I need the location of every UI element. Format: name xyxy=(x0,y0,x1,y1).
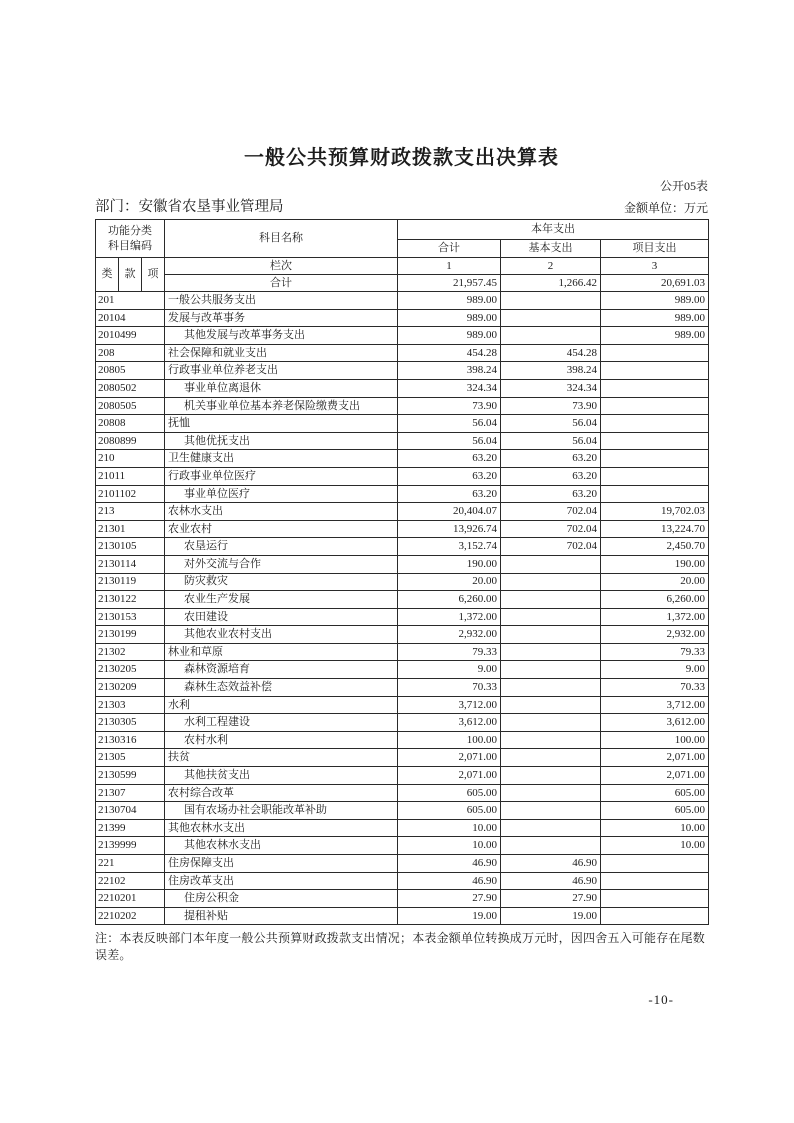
row-code: 21307 xyxy=(96,784,165,802)
row-basic-value: 702.04 xyxy=(501,503,601,521)
row-total-value: 605.00 xyxy=(398,784,501,802)
table-row xyxy=(96,450,709,468)
row-subject-name: 其他优抚支出 xyxy=(165,432,398,450)
row-subject-name: 其他扶贫支出 xyxy=(165,767,398,785)
row-code: 2130114 xyxy=(96,555,165,573)
table-row xyxy=(96,767,709,785)
table-row xyxy=(96,731,709,749)
row-total-value: 20,404.07 xyxy=(398,503,501,521)
row-basic-value xyxy=(501,819,601,837)
row-basic-value: 27.90 xyxy=(501,890,601,908)
row-project-value xyxy=(601,362,709,380)
table-row xyxy=(96,467,709,485)
row-code: 2139999 xyxy=(96,837,165,855)
row-total-value: 605.00 xyxy=(398,802,501,820)
row-total-value: 63.20 xyxy=(398,467,501,485)
row-project-value: 3,612.00 xyxy=(601,714,709,732)
row-basic-value: 454.28 xyxy=(501,344,601,362)
header-code-kuan: 款 xyxy=(119,258,142,292)
row-code: 2130209 xyxy=(96,679,165,697)
header-code-lei: 类 xyxy=(96,258,119,292)
row-code: 210 xyxy=(96,450,165,468)
row-subject-name: 对外交流与合作 xyxy=(165,555,398,573)
row-basic-value xyxy=(501,573,601,591)
row-project-value xyxy=(601,379,709,397)
row-code: 20808 xyxy=(96,415,165,433)
row-basic-value: 46.90 xyxy=(501,855,601,873)
table-row xyxy=(96,309,709,327)
header-col-project: 项目支出 xyxy=(601,240,709,258)
grand-total-sum: 21,957.45 xyxy=(398,275,501,292)
row-project-value xyxy=(601,467,709,485)
row-basic-value: 63.20 xyxy=(501,485,601,503)
row-code: 2210202 xyxy=(96,907,165,925)
row-subject-name: 事业单位医疗 xyxy=(165,485,398,503)
row-total-value: 324.34 xyxy=(398,379,501,397)
row-subject-name: 农林水支出 xyxy=(165,503,398,521)
row-project-value xyxy=(601,890,709,908)
row-project-value xyxy=(601,485,709,503)
row-project-value: 20.00 xyxy=(601,573,709,591)
row-total-value: 100.00 xyxy=(398,731,501,749)
grand-total-project: 20,691.03 xyxy=(601,275,709,292)
row-code: 2080899 xyxy=(96,432,165,450)
row-basic-value: 63.20 xyxy=(501,467,601,485)
row-project-value: 79.33 xyxy=(601,643,709,661)
table-row xyxy=(96,696,709,714)
row-basic-value: 702.04 xyxy=(501,538,601,556)
row-project-value: 13,224.70 xyxy=(601,520,709,538)
header-code-xiang: 项 xyxy=(142,258,165,292)
table-row xyxy=(96,608,709,626)
row-project-value: 190.00 xyxy=(601,555,709,573)
row-code: 21302 xyxy=(96,643,165,661)
row-subject-name: 其他农业农村支出 xyxy=(165,626,398,644)
header-col-total: 合计 xyxy=(398,240,501,258)
row-total-value: 13,926.74 xyxy=(398,520,501,538)
row-subject-name: 其他农林水支出 xyxy=(165,837,398,855)
row-basic-value: 324.34 xyxy=(501,379,601,397)
row-code: 2130199 xyxy=(96,626,165,644)
row-total-value: 27.90 xyxy=(398,890,501,908)
row-code: 21301 xyxy=(96,520,165,538)
meta-row xyxy=(95,195,708,216)
row-code: 2130316 xyxy=(96,731,165,749)
row-code: 213 xyxy=(96,503,165,521)
row-code: 208 xyxy=(96,344,165,362)
rank-col-2: 2 xyxy=(501,258,601,275)
row-total-value: 46.90 xyxy=(398,855,501,873)
row-basic-value xyxy=(501,731,601,749)
row-basic-value xyxy=(501,802,601,820)
row-project-value: 10.00 xyxy=(601,837,709,855)
row-subject-name: 提租补贴 xyxy=(165,907,398,925)
row-subject-name: 防灾救灾 xyxy=(165,573,398,591)
table-row xyxy=(96,432,709,450)
row-total-value: 2,932.00 xyxy=(398,626,501,644)
row-total-value: 56.04 xyxy=(398,415,501,433)
header-year-expense: 本年支出 xyxy=(398,220,709,240)
row-subject-name: 其他农林水支出 xyxy=(165,819,398,837)
row-code: 2130704 xyxy=(96,802,165,820)
row-total-value: 454.28 xyxy=(398,344,501,362)
row-basic-value xyxy=(501,679,601,697)
row-total-value: 73.90 xyxy=(398,397,501,415)
row-code: 2130119 xyxy=(96,573,165,591)
department-label: 部门：安徽省农垦事业管理局 xyxy=(95,199,284,215)
row-total-value: 19.00 xyxy=(398,907,501,925)
row-project-value: 989.00 xyxy=(601,292,709,310)
row-basic-value xyxy=(501,608,601,626)
row-project-value: 6,260.00 xyxy=(601,591,709,609)
table-row xyxy=(96,643,709,661)
row-code: 2130153 xyxy=(96,608,165,626)
row-project-value: 10.00 xyxy=(601,819,709,837)
row-basic-value xyxy=(501,591,601,609)
row-basic-value: 56.04 xyxy=(501,415,601,433)
header-function-code-line2: 科目编码 xyxy=(108,239,152,252)
row-total-value: 70.33 xyxy=(398,679,501,697)
table-row xyxy=(96,591,709,609)
table-row xyxy=(96,538,709,556)
row-total-value: 398.24 xyxy=(398,362,501,380)
table-row xyxy=(96,344,709,362)
row-basic-value xyxy=(501,767,601,785)
row-basic-value xyxy=(501,292,601,310)
table-row xyxy=(96,573,709,591)
row-total-value: 20.00 xyxy=(398,573,501,591)
row-total-value: 989.00 xyxy=(398,292,501,310)
row-subject-name: 水利 xyxy=(165,696,398,714)
row-code: 221 xyxy=(96,855,165,873)
row-subject-name: 住房公积金 xyxy=(165,890,398,908)
row-total-value: 10.00 xyxy=(398,837,501,855)
footnote: 注：本表反映部门本年度一般公共预算财政拨款支出情况；本表金额单位转换成万元时，因四舍五入可能存在尾数误差。 xyxy=(95,931,706,963)
row-subject-name: 社会保障和就业支出 xyxy=(165,344,398,362)
row-basic-value: 19.00 xyxy=(501,907,601,925)
expenditure-table xyxy=(95,219,709,925)
row-code: 201 xyxy=(96,292,165,310)
row-basic-value xyxy=(501,784,601,802)
row-code: 22102 xyxy=(96,872,165,890)
row-basic-value: 63.20 xyxy=(501,450,601,468)
row-subject-name: 森林资源培育 xyxy=(165,661,398,679)
row-project-value: 989.00 xyxy=(601,327,709,345)
row-subject-name: 农业农村 xyxy=(165,520,398,538)
row-total-value: 56.04 xyxy=(398,432,501,450)
row-project-value xyxy=(601,432,709,450)
row-total-value: 2,071.00 xyxy=(398,767,501,785)
row-subject-name: 一般公共服务支出 xyxy=(165,292,398,310)
rank-col-1: 1 xyxy=(398,258,501,275)
row-subject-name: 其他发展与改革事务支出 xyxy=(165,327,398,345)
row-basic-value: 46.90 xyxy=(501,872,601,890)
row-project-value: 1,372.00 xyxy=(601,608,709,626)
row-project-value xyxy=(601,415,709,433)
table-row xyxy=(96,485,709,503)
table-row xyxy=(96,802,709,820)
rank-col-3: 3 xyxy=(601,258,709,275)
row-total-value: 63.20 xyxy=(398,485,501,503)
row-code: 2130205 xyxy=(96,661,165,679)
row-project-value xyxy=(601,872,709,890)
row-code: 2130122 xyxy=(96,591,165,609)
rank-row-label: 栏次 xyxy=(165,258,398,275)
row-project-value: 9.00 xyxy=(601,661,709,679)
row-code: 2080505 xyxy=(96,397,165,415)
row-code: 21305 xyxy=(96,749,165,767)
row-code: 2210201 xyxy=(96,890,165,908)
unit-label: 金额单位：万元 xyxy=(623,201,708,215)
row-subject-name: 农村综合改革 xyxy=(165,784,398,802)
row-total-value: 46.90 xyxy=(398,872,501,890)
row-total-value: 79.33 xyxy=(398,643,501,661)
row-project-value xyxy=(601,344,709,362)
row-project-value: 2,071.00 xyxy=(601,749,709,767)
row-total-value: 989.00 xyxy=(398,309,501,327)
row-code: 20104 xyxy=(96,309,165,327)
header-function-code-line1: 功能分类 xyxy=(108,224,152,237)
page-content xyxy=(95,0,708,963)
table-body xyxy=(96,292,709,925)
row-code: 2080502 xyxy=(96,379,165,397)
row-code: 2130105 xyxy=(96,538,165,556)
row-total-value: 3,712.00 xyxy=(398,696,501,714)
row-subject-name: 农垦运行 xyxy=(165,538,398,556)
header-function-code xyxy=(96,220,165,258)
row-subject-name: 行政事业单位养老支出 xyxy=(165,362,398,380)
row-basic-value xyxy=(501,309,601,327)
row-total-value: 3,152.74 xyxy=(398,538,501,556)
row-basic-value xyxy=(501,696,601,714)
row-subject-name: 发展与改革事务 xyxy=(165,309,398,327)
row-code: 21011 xyxy=(96,467,165,485)
page-title: 一般公共预算财政拨款支出决算表 xyxy=(244,147,559,169)
row-project-value: 605.00 xyxy=(601,784,709,802)
row-basic-value xyxy=(501,714,601,732)
table-row xyxy=(96,415,709,433)
table-row xyxy=(96,379,709,397)
row-code: 2101102 xyxy=(96,485,165,503)
table-row xyxy=(96,503,709,521)
row-basic-value xyxy=(501,749,601,767)
row-subject-name: 卫生健康支出 xyxy=(165,450,398,468)
row-basic-value: 73.90 xyxy=(501,397,601,415)
row-basic-value xyxy=(501,661,601,679)
page-number: -10- xyxy=(648,992,674,1007)
row-code: 21303 xyxy=(96,696,165,714)
row-code: 2130599 xyxy=(96,767,165,785)
row-subject-name: 林业和草原 xyxy=(165,643,398,661)
grand-total-basic: 1,266.42 xyxy=(501,275,601,292)
row-total-value: 190.00 xyxy=(398,555,501,573)
row-basic-value: 398.24 xyxy=(501,362,601,380)
row-project-value xyxy=(601,907,709,925)
table-row xyxy=(96,555,709,573)
row-basic-value xyxy=(501,837,601,855)
row-project-value: 19,702.03 xyxy=(601,503,709,521)
table-row xyxy=(96,855,709,873)
row-subject-name: 抚恤 xyxy=(165,415,398,433)
table-row xyxy=(96,292,709,310)
table-row xyxy=(96,661,709,679)
row-basic-value xyxy=(501,626,601,644)
table-row xyxy=(96,784,709,802)
row-total-value: 63.20 xyxy=(398,450,501,468)
table-row xyxy=(96,907,709,925)
header-subject-name: 科目名称 xyxy=(165,220,398,258)
row-basic-value: 56.04 xyxy=(501,432,601,450)
grand-total-label: 合计 xyxy=(165,275,398,292)
row-code: 20805 xyxy=(96,362,165,380)
row-project-value: 2,932.00 xyxy=(601,626,709,644)
row-total-value: 6,260.00 xyxy=(398,591,501,609)
row-basic-value xyxy=(501,327,601,345)
table-row xyxy=(96,327,709,345)
row-subject-name: 森林生态效益补偿 xyxy=(165,679,398,697)
row-code: 2010499 xyxy=(96,327,165,345)
row-total-value: 1,372.00 xyxy=(398,608,501,626)
table-row xyxy=(96,626,709,644)
row-project-value: 989.00 xyxy=(601,309,709,327)
row-code: 2130305 xyxy=(96,714,165,732)
row-project-value: 605.00 xyxy=(601,802,709,820)
table-row xyxy=(96,837,709,855)
row-total-value: 10.00 xyxy=(398,819,501,837)
row-basic-value xyxy=(501,643,601,661)
row-code: 21399 xyxy=(96,819,165,837)
table-row xyxy=(96,872,709,890)
row-basic-value: 702.04 xyxy=(501,520,601,538)
row-subject-name: 扶贫 xyxy=(165,749,398,767)
row-subject-name: 农田建设 xyxy=(165,608,398,626)
row-project-value: 2,450.70 xyxy=(601,538,709,556)
row-project-value xyxy=(601,397,709,415)
row-subject-name: 住房保障支出 xyxy=(165,855,398,873)
row-subject-name: 住房改革支出 xyxy=(165,872,398,890)
row-subject-name: 农村水利 xyxy=(165,731,398,749)
row-subject-name: 水利工程建设 xyxy=(165,714,398,732)
table-row xyxy=(96,890,709,908)
row-total-value: 3,612.00 xyxy=(398,714,501,732)
row-subject-name: 事业单位离退休 xyxy=(165,379,398,397)
row-project-value xyxy=(601,450,709,468)
row-total-value: 989.00 xyxy=(398,327,501,345)
table-row xyxy=(96,362,709,380)
row-project-value: 2,071.00 xyxy=(601,767,709,785)
row-subject-name: 农业生产发展 xyxy=(165,591,398,609)
table-row xyxy=(96,520,709,538)
row-project-value: 70.33 xyxy=(601,679,709,697)
row-subject-name: 国有农场办社会职能改革补助 xyxy=(165,802,398,820)
row-total-value: 2,071.00 xyxy=(398,749,501,767)
row-subject-name: 机关事业单位基本养老保险缴费支出 xyxy=(165,397,398,415)
table-row xyxy=(96,679,709,697)
table-row xyxy=(96,397,709,415)
row-total-value: 9.00 xyxy=(398,661,501,679)
table-row xyxy=(96,819,709,837)
table-code-label: 公开05表 xyxy=(659,179,708,193)
row-subject-name: 行政事业单位医疗 xyxy=(165,467,398,485)
row-basic-value xyxy=(501,555,601,573)
row-project-value: 3,712.00 xyxy=(601,696,709,714)
table-row xyxy=(96,714,709,732)
header-col-basic: 基本支出 xyxy=(501,240,601,258)
row-project-value xyxy=(601,855,709,873)
row-project-value: 100.00 xyxy=(601,731,709,749)
table-row xyxy=(96,749,709,767)
